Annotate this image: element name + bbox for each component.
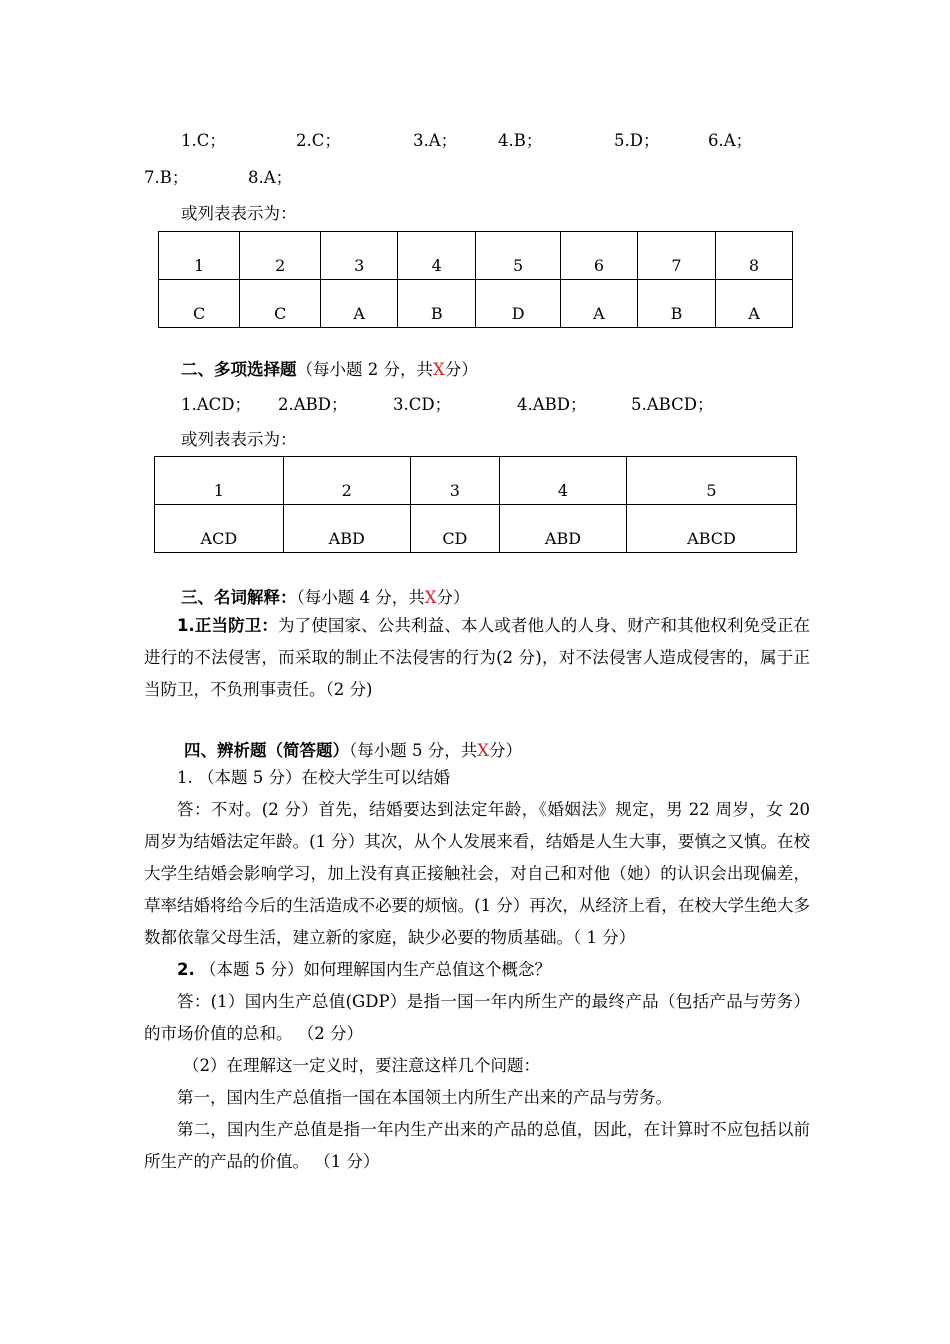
- table-cell: CD: [410, 505, 499, 553]
- table-row: [159, 280, 793, 328]
- answer-item: 2.ABD；: [278, 395, 348, 414]
- table-cell: B: [398, 280, 476, 328]
- term-definition: [144, 610, 810, 706]
- term-title: 1.正当防卫：: [177, 616, 279, 635]
- table-cell: 1: [155, 457, 284, 505]
- table-cell: A: [321, 280, 398, 328]
- table-cell: A: [716, 280, 793, 328]
- table-cell: 2: [283, 457, 410, 505]
- question-answer: 第一，国内生产总值指一国在本国领土内所生产出来的产品与劳务。: [177, 1088, 672, 1107]
- question-answer: 答：(1）国内生产总值(GDP）是指一国一年内所生产的最终产品（包括产品与劳务）的市场价值的总和。 （2 分）: [144, 992, 810, 1043]
- heading-note: （每小题 5 分，共: [349, 741, 478, 760]
- section-heading: [181, 356, 478, 380]
- table-row: [155, 457, 797, 505]
- table-cell: ACD: [155, 505, 284, 553]
- table-cell: 4: [398, 232, 476, 280]
- heading-note: （每小题 2 分，共: [296, 360, 433, 379]
- heading-note: （每小题 4 分，共: [296, 588, 425, 607]
- answer-item: 1.ACD；: [181, 395, 252, 414]
- table-cell: 3: [410, 457, 499, 505]
- section-heading: [184, 737, 522, 761]
- heading-note-end: 分）: [436, 588, 470, 607]
- table-cell: 3: [321, 232, 398, 280]
- list-label: 或列表表示为：: [181, 430, 297, 449]
- heading-title: 二、多项选择题: [181, 360, 297, 379]
- table-cell: 2: [240, 232, 321, 280]
- question-number: 2.: [177, 960, 195, 979]
- heading-note-end: 分）: [444, 360, 478, 379]
- answer-item: 1.C；: [181, 131, 226, 150]
- answer-item: 3.A；: [413, 131, 458, 150]
- answer-item: 5.D；: [614, 131, 660, 150]
- table-cell: C: [159, 280, 240, 328]
- answer-table-multiple: [154, 456, 797, 553]
- section-heading: [181, 584, 470, 608]
- table-cell: 6: [560, 232, 637, 280]
- table-cell: 8: [716, 232, 793, 280]
- question-answer: 答：不对。(2 分）首先，结婚要达到法定年龄，《婚姻法》规定，男 22 周岁，女 20 周岁为结婚法定年龄。(1 分）其次，从个人发展来看，结婚是人生大事，要慎之又慎。在校大学生结婚会影响学习，加上没有真正接触社会，对自己和对他（她）的认识会出现偏差，草率结婚将给今后的生活造成不必要的烦恼。(1 分）再次，从经济上看，在校大学生绝大多数都依靠父母生活，建立新的家庭，缺少必要的物质基础。（ 1 分）: [144, 800, 810, 947]
- answer-item: 8.A；: [248, 168, 293, 187]
- answer-item: 5.ABCD；: [631, 395, 714, 414]
- answer-item: 4.ABD；: [517, 395, 587, 414]
- score-placeholder: X: [477, 741, 489, 760]
- question-title: 1. （本题 5 分）在校大学生可以结婚: [177, 768, 450, 787]
- answer-table-single: [158, 231, 793, 328]
- table-cell: D: [476, 280, 561, 328]
- table-cell: ABD: [499, 505, 626, 553]
- term-body: 为了使国家、公共利益、本人或者他人的人身、财产和其他权利免受正在进行的不法侵害，而采取的制止不法侵害的行为(2 分)，对不法侵害人造成侵害的，属于正当防卫，不负刑事责任。（2 分): [144, 616, 811, 699]
- answer-item: 6.A；: [708, 131, 753, 150]
- table-cell: A: [560, 280, 637, 328]
- answer-item: 4.B；: [498, 131, 543, 150]
- question-block: [144, 762, 810, 1178]
- heading-note-end: 分）: [489, 741, 522, 760]
- table-cell: 4: [499, 457, 626, 505]
- score-placeholder: X: [433, 360, 445, 379]
- heading-title: 三、名词解释：: [181, 588, 297, 607]
- table-cell: 5: [627, 457, 797, 505]
- table-row: [155, 505, 797, 553]
- heading-title: 四、辨析题（简答题）: [184, 741, 349, 760]
- list-label: 或列表表示为：: [181, 204, 297, 223]
- score-placeholder: X: [424, 588, 437, 607]
- table-cell: 5: [476, 232, 561, 280]
- question-title: [144, 954, 810, 986]
- question-answer: （2）在理解这一定义时，要注意这样几个问题：: [183, 1056, 540, 1075]
- table-cell: B: [637, 280, 715, 328]
- answer-item: 2.C；: [296, 131, 341, 150]
- table-cell: ABCD: [627, 505, 797, 553]
- table-cell: C: [240, 280, 321, 328]
- question-answer: 第二，国内生产总值是指一年内生产出来的产品的总值，因此，在计算时不应包括以前所生产的产品的价值。 （1 分）: [144, 1120, 810, 1171]
- table-row: [159, 232, 793, 280]
- table-cell: 1: [159, 232, 240, 280]
- answer-item: 7.B；: [144, 168, 189, 187]
- answer-item: 3.CD；: [393, 395, 452, 414]
- table-cell: ABD: [283, 505, 410, 553]
- question-text: （本题 5 分）如何理解国内生产总值这个概念？: [194, 960, 551, 979]
- table-cell: 7: [637, 232, 715, 280]
